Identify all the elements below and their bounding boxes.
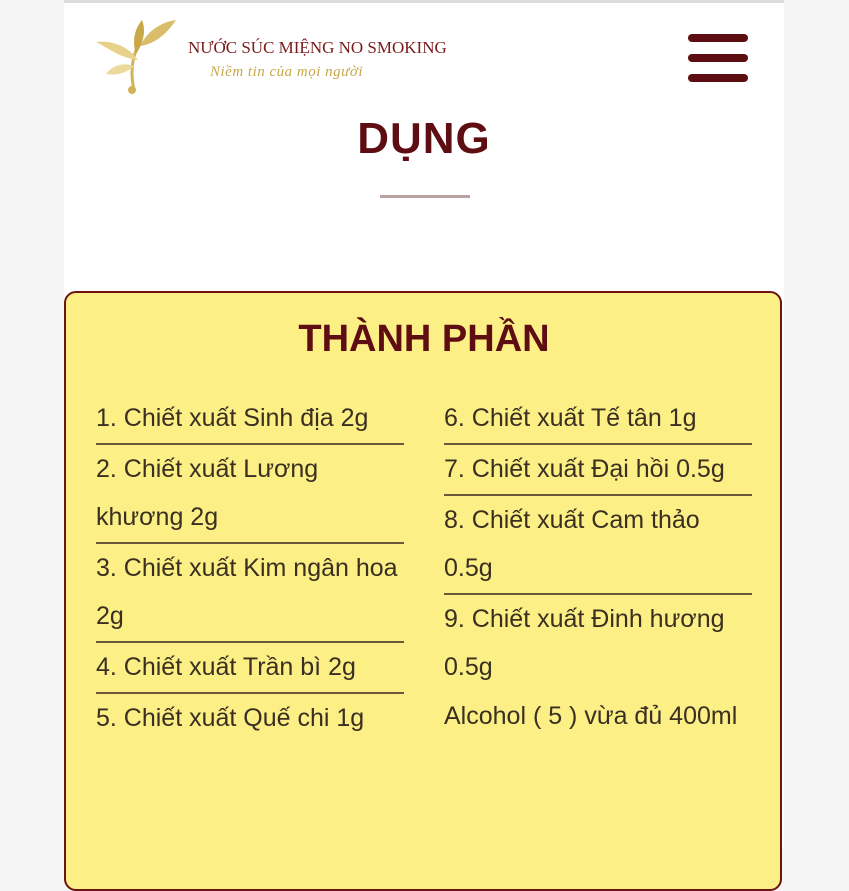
ingredient-item: Alcohol ( 5 ) vừa đủ 400ml [444,702,738,730]
brand-name: NƯỚC SÚC MIỆNG NO SMOKING [188,38,447,57]
top-divider [64,0,784,3]
ingredients-title: THÀNH PHẦN [298,318,550,360]
ingredient-item: 7. Chiết xuất Đại hồi 0.5g [444,445,752,496]
ingredient-item: 2. Chiết xuất Lương khương 2g [96,445,404,544]
ingredient-item: 8. Chiết xuất Cam thảo 0.5g [444,496,752,595]
brand-logo[interactable] [94,16,178,98]
ingredient-item: 6. Chiết xuất Tế tân 1g [444,394,752,445]
hamburger-menu-icon[interactable] [686,32,750,86]
ingredient-item: 4. Chiết xuất Trần bì 2g [96,643,404,694]
ingredients-right-column [444,394,752,741]
brand-slogan: Niềm tin của mọi người [210,64,364,80]
page-title: DỤNG [357,114,491,163]
page [64,0,784,849]
menu-bar [688,74,748,82]
ingredients-left-column [96,394,404,743]
ingredient-item: 1. Chiết xuất Sinh địa 2g [96,394,404,445]
menu-bar [688,54,748,62]
ingredient-item: 3. Chiết xuất Kim ngân hoa 2g [96,544,404,643]
menu-bar [688,34,748,42]
ingredient-item: 9. Chiết xuất Đinh hương 0.5g [444,605,725,681]
ingredient-item: 5. Chiết xuất Quế chi 1g [96,704,365,732]
title-underline [380,195,470,198]
